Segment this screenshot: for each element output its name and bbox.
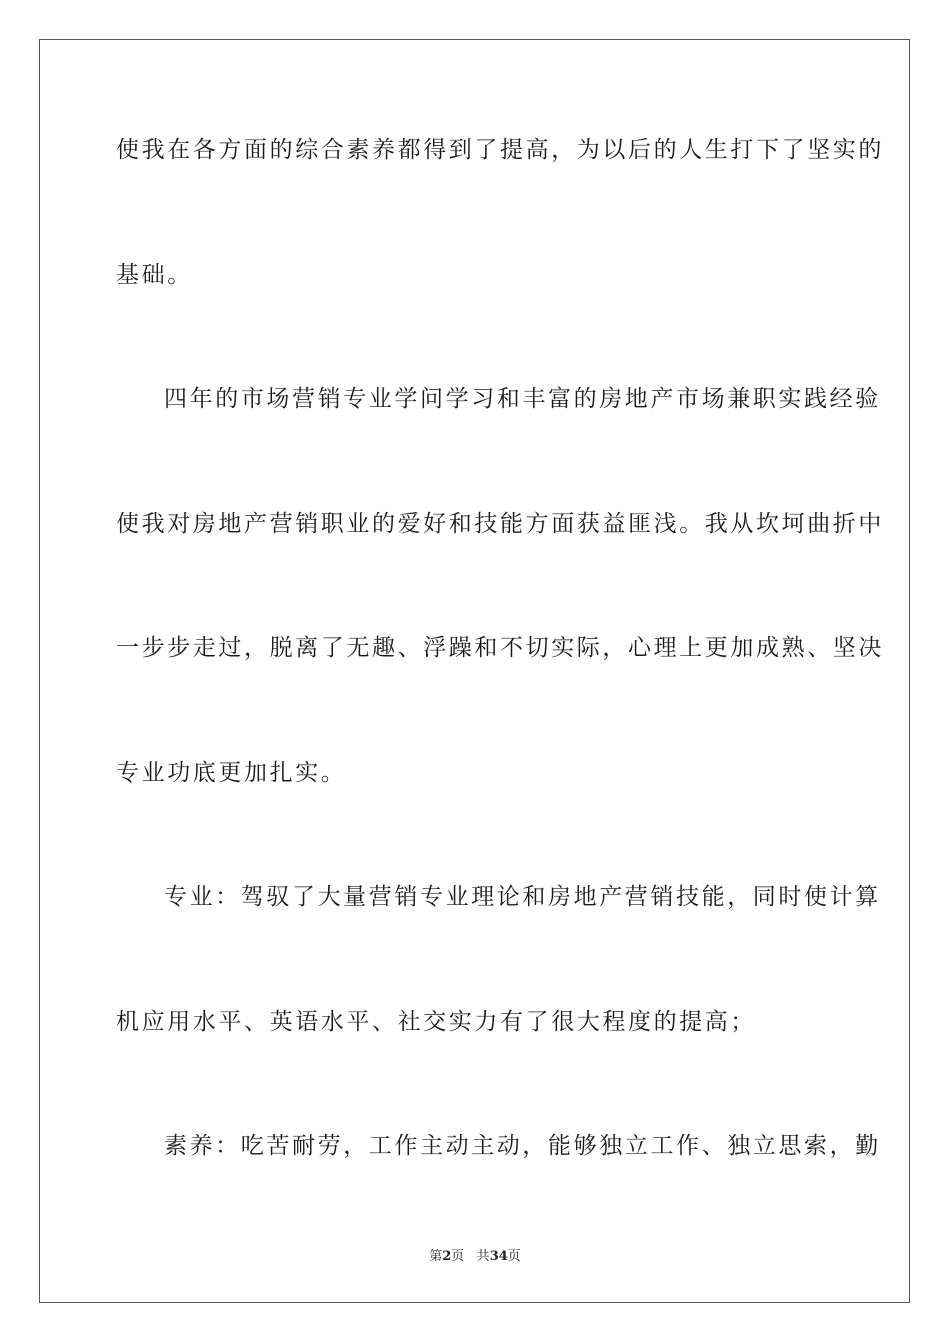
text-line-3: 四年的市场营销专业学问学习和丰富的房地产市场兼职实践经验: [164, 386, 881, 412]
total-pages-suffix: 页: [507, 1249, 521, 1264]
text-line-7: 专业：驾驭了大量营销专业理论和房地产营销技能，同时使计算: [164, 884, 881, 910]
text-line-8: 机应用水平、英语水平、社交实力有了很大程度的提高；: [116, 1009, 756, 1035]
text-line-4: 使我对房地产营销职业的爱好和技能方面获益匪浅。我从坎坷曲折中: [116, 511, 884, 537]
page-footer: [0, 1245, 950, 1264]
total-pages-prefix: 共: [476, 1249, 490, 1264]
total-pages: 34: [489, 1249, 508, 1264]
text-line-1: 使我在各方面的综合素养都得到了提高，为以后的人生打下了坚实的: [116, 137, 884, 163]
page-number-prefix: 第: [429, 1249, 443, 1264]
text-line-9: 素养：吃苦耐劳，工作主动主动，能够独立工作、独立思索，勤: [164, 1133, 881, 1159]
page-number-suffix: 页: [451, 1249, 465, 1264]
text-line-6: 专业功底更加扎实。: [116, 760, 347, 786]
text-line-2: 基础。: [116, 262, 193, 288]
document-page: [39, 39, 910, 1303]
page-number: 2: [442, 1249, 452, 1264]
text-line-5: 一步步走过，脱离了无趣、浮躁和不切实际，心理上更加成熟、坚决: [116, 635, 884, 661]
